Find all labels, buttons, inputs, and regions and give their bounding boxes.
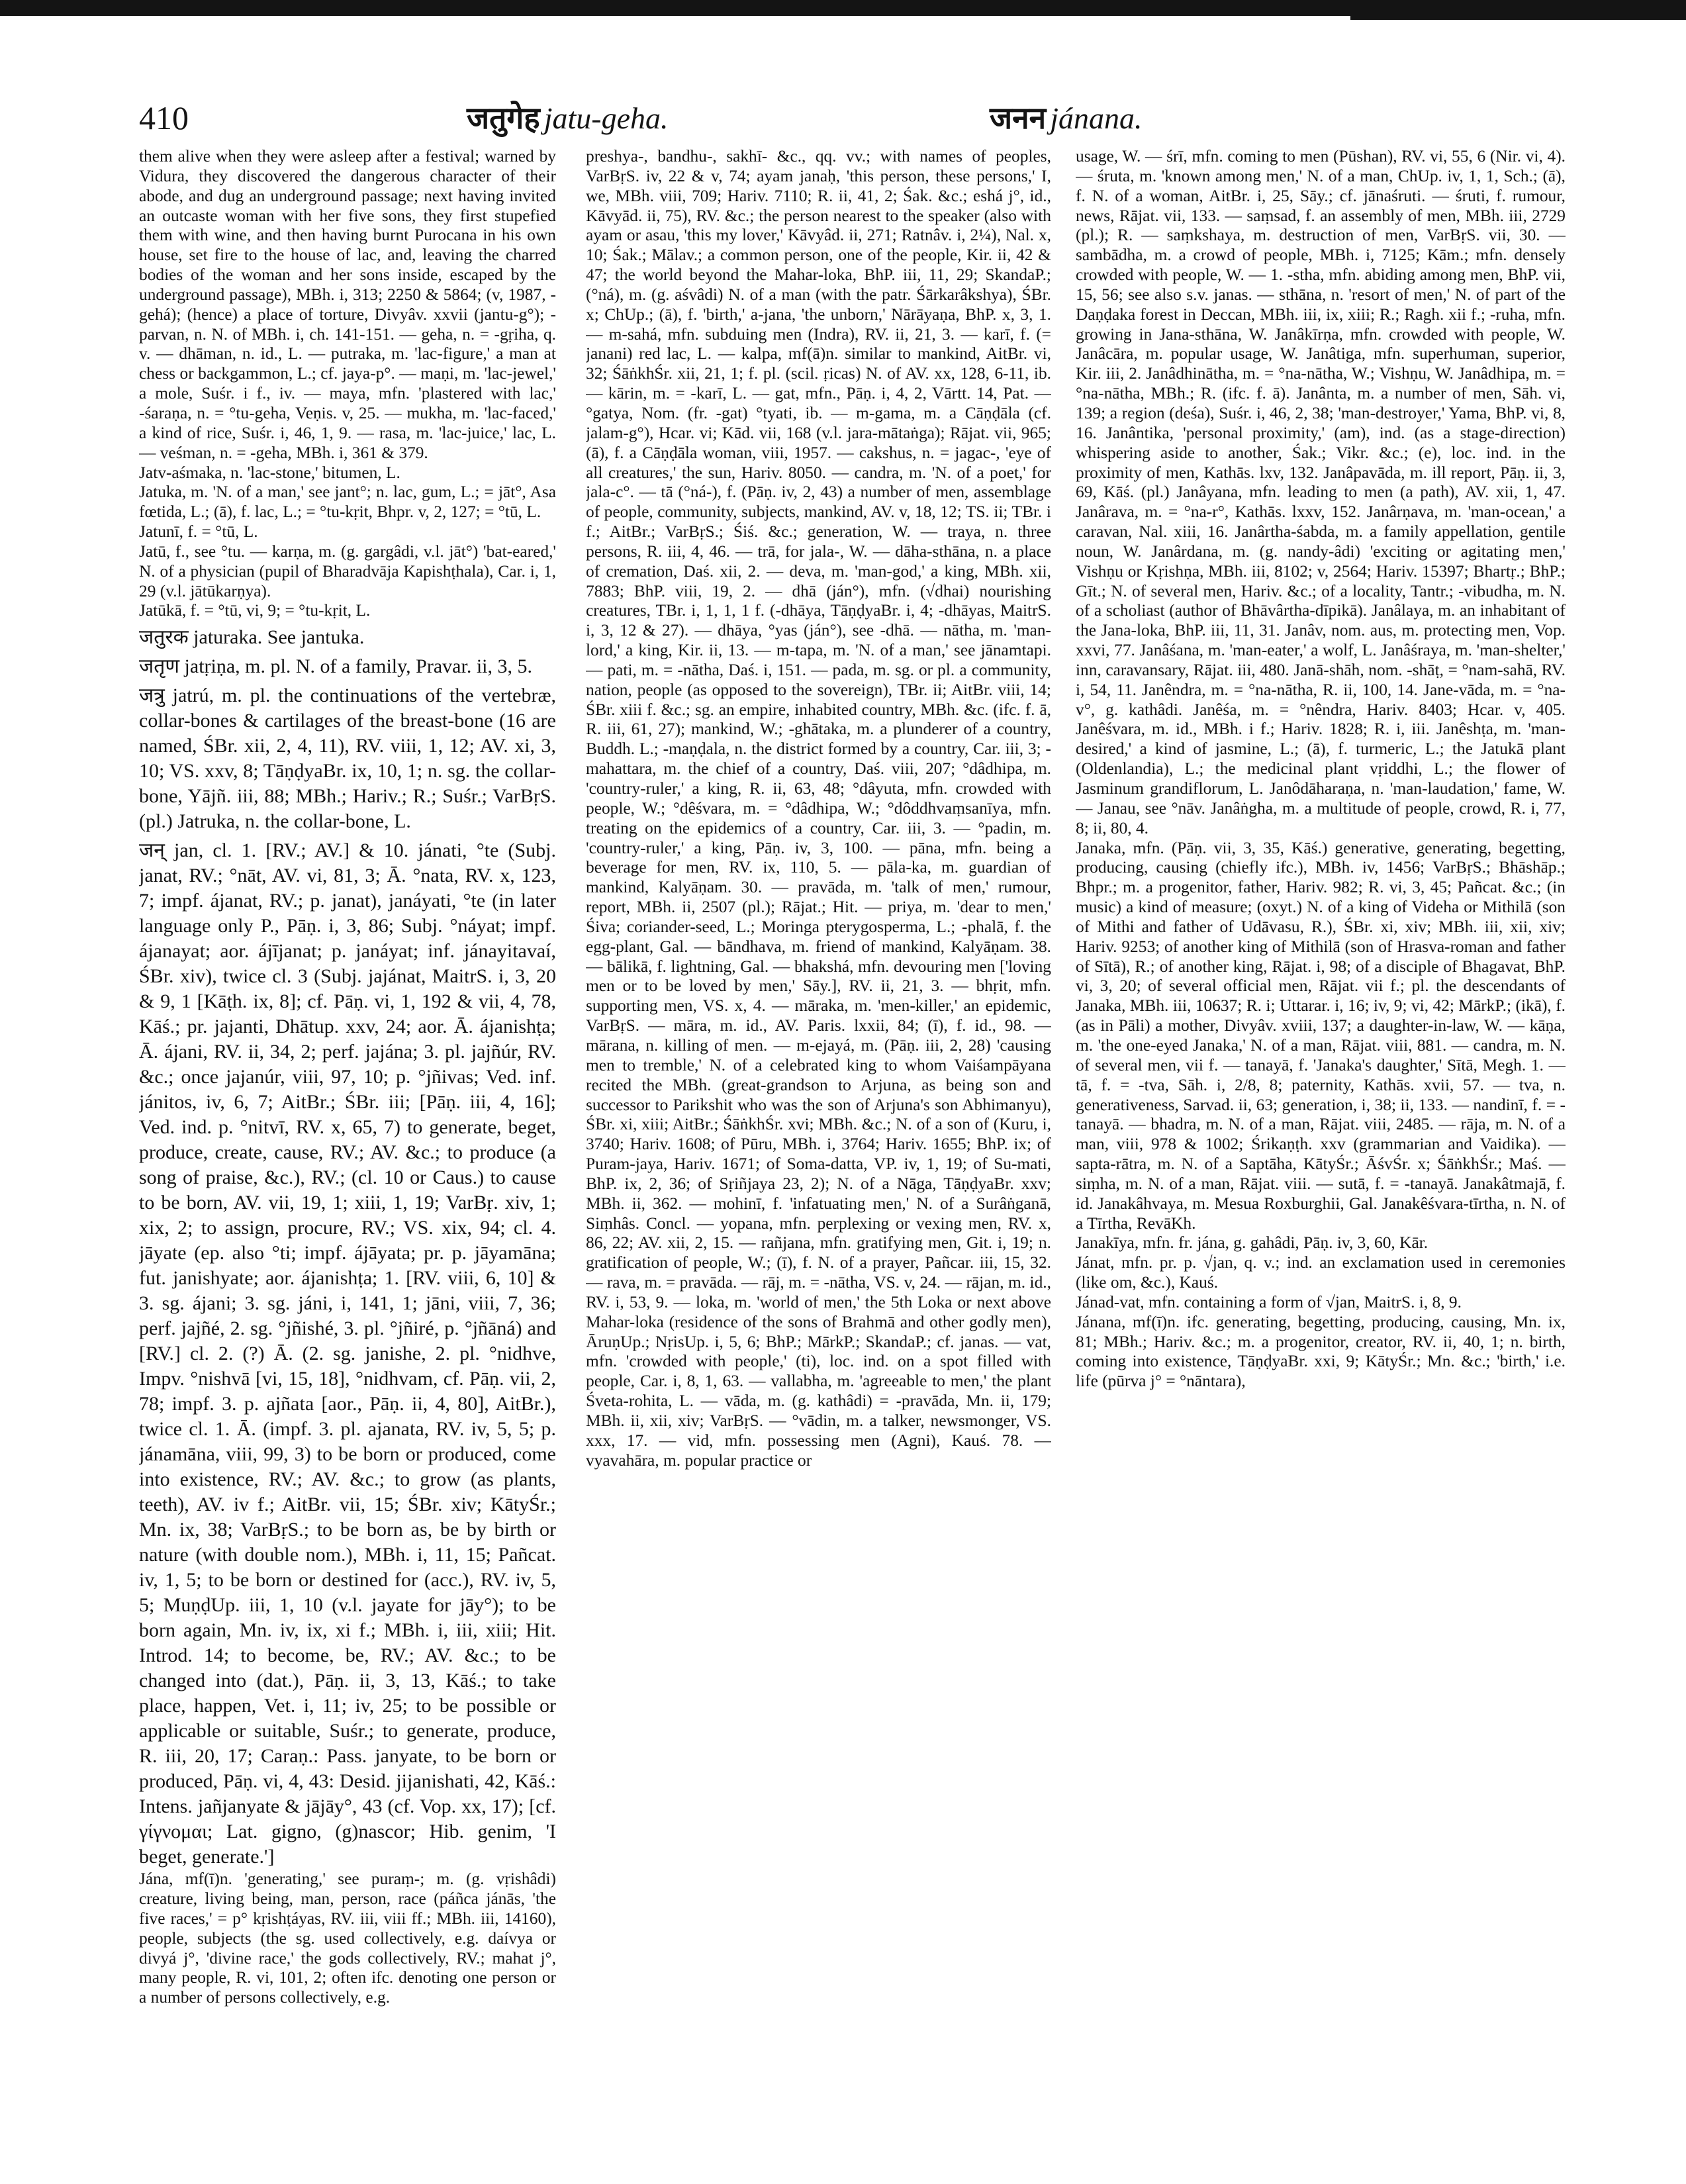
entry-paragraph: जतुरक jaturaka. See jantuka.: [139, 626, 365, 649]
entry-paragraph: Jatuka, m. 'N. of a man,' see jant°; n. lac, gum, L.; = jāt°, Asa fœtida, L.; (ā), f. lac, L.; = °tu-kṛit, Bhpr. v, 2, 127; = °tū, L.: [139, 483, 556, 522]
entry-paragraph: जतृण jatṛiṇa, m. pl. N. of a family, Pravar. ii, 3, 5.: [139, 655, 532, 678]
entry-paragraph: Janaka, mfn. (Pāṇ. vii, 3, 35, Kāś.) generative, generating, begetting, producing, causing (chiefly ifc.), MBh. iv, 1456; VarBṛS.; Bhāshāp.; Bhpr.; m. a progenitor, father, Hariv. 982; R. vi, 3, 45; Pañcat. &c.; (in music) a kind of measure; (oxyt.) N. of a king of Videha or Mithilā (son of Mithi and father of Udāvasu, R.), ŚBr. xi, xiv; MBh. iii, xii, xiv; Hariv. 9253; of another king of Mithilā (son of Hrasva-roman and father of Sītā), R.; of another king, Rājat. i, 98; of a disciple of Bhagavat, BhP. vi, 3, 20; of several official men, Rājat. vii f.; pl. the descendants of Janaka, MBh. iii, 10637; R. i; Uttarar. i, 16; iv, 9; vi, 42; MārkP.; (ikā), f. (as in Pāli) a mother, Divyâv. xviii, 137; a daughter-in-law, W. — kāṇa, m. 'the one-eyed Janaka,' N. of a man, Rājat. viii, 881. — candra, m. N. of several men, vii f. — tanayā, f. 'Janaka's daughter,' Sītā, Megh. 1. — tā, f. = -tva, Sāh. i, 2/8, 8; paternity, Kathās. xvii, 57. — tva, n. generativeness, Sarvad. ii, 63; generation, i, 38; ii, 133. — nandinī, f. = -tanayā. — bhadra, m. N. of a man, Rājat. viii, 2485. — rāja, m. N. of a man, viii, 978 & 1002; Śrikaṇṭh. xxv (grammarian and Vaidika). — sapta-rātra, m. N. of a Saptāha, KātyŚr.; ĀśvŚr. x; ŚāṅkhŚr.; Maś. — siṃha, m. N. of a man, Rājat. viii. — sutā, f. = -tanayā. Janakâtmajā, f. id. Janakâhvaya, m. Mesua Roxburghii, Gal. Janakêśvara-tīrtha, n. N. of a Tīrtha, RevāKh.: [1076, 838, 1566, 1233]
entry-paragraph: Jatv-aśmaka, n. 'lac-stone,' bitumen, L.: [139, 463, 400, 482]
right-running-headword: [990, 98, 1142, 138]
entry-paragraph: जत्रु jatrú, m. pl. the continuations of the vertebræ, collar-bones & cartilages of the breast-bone (16 are named, ŚBr. xii, 2, 4, 11), RV. viii, 1, 12; AV. xi, 3, 10; VS. xxv, 8; TāṇḍyaBr. ix, 10, 1; n. sg. the collar-bone, Yājñ. iii, 88; MBh.; Hariv.; R.; Suśr.; VarBṛS. (pl.) Jatruka, n. the collar-bone, L.: [139, 685, 556, 833]
text-column-middle: [586, 147, 1051, 2140]
entry-paragraph: जन् jan, cl. 1. [RV.; AV.] & 10. jánati, °te (Subj. janat, RV.; °nāt, AV. vi, 81, 3; Ā. °nata, RV. x, 123, 7; impf. ájanat, RV.; p. janat), janáyati, °te (in later language only P., Pāṇ. i, 3, 86; Subj. °náyat; impf. ájanayat; aor. ájījanat; p. janáyat; inf. jánayitavaí, ŚBr. xiv), twice cl. 3 (Subj. jajánat, MaitrS. i, 3, 20 & 9, 1 [Kāṭh. ix, 8]; cf. Pāṇ. vi, 1, 192 & vii, 4, 78, Kāś.; pr. jajanti, Dhātup. xxv, 24; aor. Ā. ájanishṭa; Ā. ájani, RV. ii, 34, 2; perf. jajána; 3. pl. jajñúr, RV. &c.; once jajanúr, viii, 97, 10; p. °jñivas; Ved. inf. jánitos, iv, 6, 7; AitBr.; ŚBr. iii; [Pāṇ. iii, 4, 16]; Ved. ind. p. °nitvī, RV. x, 65, 7) to generate, beget, produce, create, cause, RV.; AV. &c.; to produce (a song of praise, &c.), RV.; (cl. 10 or Caus.) to cause to be born, AV. vii, 19, 1; xiii, 1, 19; VarBṛ. xiv, 1; xix, 2; to assign, procure, RV.; VS. xix, 94; cl. 4. jāyate (ep. also °ti; impf. ájāyata; pr. p. jāyamāna; fut. janishyate; aor. ájanishṭa; 1. [RV. viii, 6, 10] & 3. sg. ájani; 3. sg. jáni, i, 141, 1; jāni, viii, 7, 36; perf. jajñé, 2. sg. °jñishé, 3. pl. °jñiré, p. °jñāná) and [RV.] cl. 2. (?) Ā. (2. sg. janishe, 2. pl. °nidhve, Impv. °nishvā [vi, 15, 18], °nidhvam, cf. Pāṇ. vii, 2, 78; impf. 3. p. ajñata [aor., Pāṇ. ii, 4, 80], AitBr.), twice cl. 1. Ā. (impf. 3. pl. ajanata, RV. iv, 5, 5; p. jánamāna, viii, 99, 3) to be born or produced, come into existence, RV.; AV. &c.; to grow (as plants, teeth), AV. iv f.; AitBr. vii, 15; ŚBr. xiv; KātyŚr.; Mn. ix, 38; VarBṛS.; to be born as, be by birth or nature (with double nom.), MBh. i, 11, 15; Pañcat. iv, 1, 5; to be born or destined for (acc.), RV. iv, 5, 5; MuṇḍUp. iii, 1, 10 (v.l. jayate for jāy°); to be born again, Mn. iv, ix, xi f.; MBh. i, iii, xiii; Hit. Introd. 14; to become, be, RV.; AV. &c.; to be changed into (dat.), Pāṇ. ii, 3, 13, Kāś.; to take place, happen, Vet. i, 11; iv, 25; to be possible or applicable or suitable, Suśr.; to generate, produce, R. iii, 20, 17; Caraṇ.: Pass. janyate, to be born or produced, Pāṇ. vi, 4, 43: Desid. jijanishati, 42, Kāś.: Intens. jañjanyate & jājāy°, 43 (cf. Vop. xx, 17); [cf. γίγνομαι; Lat. gigno, (g)nascor; Hib. genim, 'I beget, generate.']: [139, 839, 556, 1868]
page-number: 410: [139, 99, 189, 136]
right-headword-transliteration: jánana.: [1050, 101, 1143, 135]
entry-paragraph: them alive when they were asleep after a festival; warned by Vidura, they discovered the dangerous character of their abode, and dug an underground passage; next having invited an outcaste woman with her five sons, they first stupefied them with wine, and then having burnt Purocana in his own house, set fire to the house of lac, and, leaving the charred bodies of the woman and her sons inside, escaped by the underground passage), MBh. i, 313; 2250 & 5864; (v, 1987, -gehá); (hence) a place of torture, Divyâv. xxvii (jantu-g°); -parvan, n. N. of MBh. i, ch. 141-151. — geha, n. = -gṛiha, q. v. — dhāman, n. id., L. — putraka, m. 'lac-figure,' a man at chess or backgammon, L.; cf. jaya-p°. — maṇi, m. 'lac-jewel,' a mole, Suśr. i f., iv. — maya, mfn. 'plastered with lac,' -śaraṇa, n. = °tu-geha, Veṇis. v, 25. — mukha, m. 'lac-faced,' a kind of rice, Suśr. i, 46, 1, 9. — rasa, m. 'lac-juice,' lac, L. — veśman, n. = -geha, MBh. i, 361 & 379.: [139, 147, 556, 462]
entry-paragraph: preshya-, bandhu-, sakhī- &c., qq. vv.; with names of peoples, VarBṛS. iv, 22 & v, 74; ayam janaḥ, 'this person, these persons,' I, we, MBh. viii, 709; Hariv. 7110; R. ii, 41, 2; Śak. &c.; eshá j°, id., Kāvyād. ii, 75), RV. &c.; the person nearest to the speaker (also with ayam or asau, 'this my lover,' Kāvyâd. ii, 271; Ratnâv. i, 2¼), Nal. x, 10; Śak.; Mālav.; a common person, one of the people, Kir. ii, 42 & 47; the world beyond the Mahar-loka, BhP. iii, 11, 29; SkandaP.; (°ná), m. (g. aśvâdi) N. of a man (with the patr. Śārkarâkshya), ŚBr. x; ChUp.; (ā), f. 'birth,' a-jana, 'the unborn,' Nārāyaṇa, BhP. x, 3, 1. — m-sahá, mfn. subduing men (Indra), RV. ii, 21, 3. — karī, f. (= janani) red lac, L. — kalpa, mf(ā)n. similar to mankind, AitBr. vi, 32; ŚāṅkhŚr. xii, 21, 1; f. pl. (scil. ṛicas) N. of AV. xx, 128, 6-11, ib. — kārin, m. = -karī, L. — gat, mfn., Pāṇ. i, 4, 2, Vārtt. 14, Pat. — °gatya, Nom. (fr. -gat) °tyati, ib. — m-gama, m. a Cāṇḍāla (cf. jalam-g°), Hcar. vi; Kād. vii, 168 (v.l. jara-mātaṅga); Rājat. vii, 965; (ā), f. a Cāṇḍāla woman, viii, 1957. — cakshus, n. = jagac-, 'eye of all creatures,' the sun, Hariv. 8050. — candra, m. 'N. of a poet,' for jala-c°. — tā (°ná-), f. (Pāṇ. iv, 2, 43) a number of men, assemblage of people, community, subjects, mankind, AV. v, 18, 12; TS. ii; TBr. i f.; AitBr.; VarBṛS.; Śiś. &c.; generation, W. — traya, n. three persons, R. iii, 4, 46. — trā, for jala-, W. — dāha-sthāna, n. a place of cremation, Daś. xii, 2. — deva, m. 'man-god,' a king, MBh. xii, 7883; BhP. viii, 19, 2. — dhā (ján°), mfn. (√dhai) nourishing creatures, TBr. i, 1, 1, 1 f. (-dhāya, TāṇḍyaBr. i, 4; -dhāyas, MaitrS. i, 3, 12 & 27). — dhāya, °yas (ján°), see -dhā. — nātha, m. 'man-lord,' a king, Kir. ii, 13. — m-tapa, m. 'N. of a man,' see jānamtapi. — pati, m. = -nātha, Daś. i, 151. — pada, m. sg. or pl. a community, nation, people (as opposed to the sovereign), TBr. ii; AitBr. viii, 14; ŚBr. xiii f. &c.; sg. an empire, inhabited country, MBh. &c. (ifc. f. ā, R. iii, 61, 27); mankind, W.; -ghātaka, m. a plunderer of a country, Buddh. L.; -maṇḍala, n. the district formed by a country, Car. iii, 3; -mahattara, m. the chief of a country, Daś. viii, 207; °dâdhipa, m. 'country-ruler,' a king, R. ii, 63, 48; °dâyuta, mfn. crowded with people, W.; °dêśvara, m. = °dâdhipa, W.; °dôddhvaṃsanīya, mfn. treating on the epidemics of a country, Car. iii, 3. — °padin, m. 'country-ruler,' a king, Pāṇ. iv, 3, 100. — pāna, mfn. being a beverage for men, RV. ix, 110, 5. — pāla-ka, m. guardian of mankind, Kalyāṇam. 30. — pravāda, m. 'talk of men,' rumour, report, MBh. ii, 2507 (pl.); Rājat.; Hit. — priya, m. 'dear to men,' Śiva; coriander-seed, L.; Moringa pterygosperma, L.; -phalā, f. the egg-plant, Gal. — bāndhava, m. friend of mankind, Kalyāṇam. 38. — bālikā, f. lightning, Gal. — bhakshá, mfn. devouring men ['loving men or to be loved by men,' Sāy.], RV. ii, 21, 3. — bhṛit, mfn. supporting men, VS. x, 4. — māraka, m. 'men-killer,' an epidemic, VarBṛS. — māra, m. id., AV. Paris. lxxii, 84; (ī), f. id., 98. — mārana, n. killing of men. — m-ejayá, m. (Pāṇ. iii, 2, 28) 'causing men to tremble,' N. of a celebrated king to whom Vaiśampāyana recited the MBh. (great-grandson to Arjuna, as being son and successor to Parikshit who was the son of Arjuna's son Abhimanyu), ŚBr. xi, xiii; AitBr.; ŚāṅkhŚr. xvi; MBh. &c.; N. of a son of (Kuru, i, 3740; Hariv. 1608; of Pūru, MBh. i, 3764; Hariv. 1655; BhP. ix; of Puram-jaya, Hariv. 1671; of Soma-datta, VP. iv, 1, 19; of Su-mati, BhP. ix, 2, 36; of Sṛiñjaya 23, 2); N. of a Nāga, TāṇḍyaBr. xxv; MBh. ii, 362. — mohinī, f. 'infatuating men,' N. of a Surâṅganā, Siṃhâs. Concl. — yopana, mfn. perplexing or vexing men, RV. x, 86, 22; AV. xii, 2, 15. — rañjana, mfn. gratifying men, Git. i, 19; n. gratification of people, W.; (ī), f. N. of a prayer, Pañcar. iii, 15, 32. — rava, m. = pravāda. — rāj, m. = -nātha, VS. v, 24. — rājan, m. id., RV. i, 53, 9. — loka, m. 'world of men,' the 5th Loka or next above Mahar-loka (residence of the sons of Brahmā and other godly men), ĀruṇUp.; NṛisUp. i, 5, 6; BhP.; MārkP.; SkandaP.; cf. janas. — vat, mfn. 'crowded with people,' (ti), loc. ind. on a spot filled with people, Car. i, 8, 1, 63. — vallabha, m. 'agreeable to men,' the plant Śveta-rohita, L. — vāda, m. (g. kathâdi) = -pravāda, Mn. ii, 179; MBh. ii, xii, xiv; VarBṛS. — °vādin, m. a talker, newsmonger, VS. xxx, 17. — vid, mfn. possessing men (Agni), Kauś. 78. — vyavahāra, m. popular practice or: [586, 147, 1051, 1470]
page-header: [139, 98, 1562, 144]
left-headword-transliteration: jatu-geha.: [543, 101, 669, 135]
entry-paragraph: Jána, mf(ī)n. 'generating,' see puraṃ-; m. (g. vṛishâdi) creature, living being, man, person, race (páñca jánās, 'the five races,' = p° kṛishṭáyas, RV. iii, viii ff.; MBh. iii, 14160), people, subjects (the sg. used collectively, e.g. daívya or divyá j°, 'divine race,' the gods collectively, RV.; mahat j°, many people, R. vi, 101, 2; often ifc. denoting one person or a number of persons collectively, e.g.: [139, 1870, 556, 2007]
entry-paragraph: usage, W. — śrī, mfn. coming to men (Pūshan), RV. vi, 55, 6 (Nir. vi, 4). — śruta, m. 'known among men,' N. of a man, ChUp. iv, 1, 1, Sch.; (ā), f. N. of a woman, AitBr. i, 25, Sāy.; cf. jānaśruti. — śruti, f. rumour, news, Rājat. vii, 133. — saṃsad, f. an assembly of men, MBh. iii, 2729 (pl.); R. — saṃkshaya, m. destruction of men, VarBṛS. vii, 30. — sambādha, m. a crowd of people, MBh. i, 7125; Kām.; mfn. densely crowded with people, W. — 1. -stha, mfn. abiding among men, BhP. vii, 15, 56; see also s.v. janas. — sthāna, n. 'resort of men,' N. of part of the Daṇḍaka forest in Deccan, MBh. iii, ix, xiii; R.; Ragh. xii f.; -ruha, mfn. growing in Jana-sthāna, W. Janâkīrṇa, mfn. crowded with people, W. Janâcāra, m. popular usage, W. Janâtiga, mfn. superhuman, superior, Kir. iii, 2. Janâdhinātha, m. = °na-nātha, W.; Vishṇu, W. Janâdhipa, m. = °na-nātha, MBh.; R. (ifc. f. ā). Janânta, m. a number of men, Sāh. vi, 139; a region (deśa), Suśr. i, 46, 2, 38; 'man-destroyer,' Yama, BhP. vi, 8, 16. Janântika, 'personal proximity,' (am), ind. (as a stage-direction) whispering aside to another, Śak.; Vikr. &c.; (e), loc. ind. in the proximity of men, Kathās. lxv, 132. Janâpavāda, m. ill report, Pāṇ. ii, 3, 69, Kāś. (pl.) Janâyana, mfn. leading to men (a path), AV. xii, 1, 47. Janârava, m. = °na-r°, Kathās. lxxv, 152. Janârṇava, m. 'man-ocean,' a caravan, Nal. xiii, 16. Janârtha-śabda, m. a family appellation, gentile noun, W. Janârdana, m. (g. nandy-âdi) 'exciting or agitating men,' Vishṇu or Kṛishṇa, MBh. iii, 8102; v, 2564; Hariv. 15397; Bhartṛ.; BhP.; Gīt.; N. of several men, Hariv. &c.; of a locality, Tantr.; -vibudha, m. N. of a scholiast (author of Bhāvârtha-dīpikā). Janâlaya, m. an inhabitant of the Jana-loka, BhP. iii, 11, 31. Janâv, nom. aus, m. protecting men, Vop. xxvi, 77. Janâśana, m. 'man-eater,' a wolf, L. Janâśraya, m. 'man-shelter,' inn, caravansary, Rājat. iii, 480. Janā-shāh, nom. -shāṭ, = °nam-sahā, RV. i, 54, 11. Janêndra, m. = °na-nātha, R. ii, 100, 14. Jane-vāda, m. = °na-v°, g. kathâdi. Janêśa, m. = °nêndra, Hariv. 8403; Hcar. v, 405. Janêśvara, m. id., MBh. i f.; Hariv. 1828; R. i, iii. Janêshṭa, m. 'man-desired,' a kind of jasmine, L.; (ā), f. turmeric, L.; the Jatukā plant (Oldenlandia), L.; the medicinal plant vṛiddhi, L.; the flower of Jasminum grandiflorum, L. Janôdāharaṇa, n. 'man-laudation,' fame, W. — Janau, see °nāv. Janâṅgha, m. a multitude of people, crowd, R. i, 77, 8; ii, 80, 4.: [1076, 147, 1566, 837]
entry-paragraph: Jánana, mf(ī)n. ifc. generating, begetting, producing, causing, Mn. ix, 81; MBh.; Hariv. &c.; m. a progenitor, creator, RV. ii, 40, 1; n. birth, coming into existence, TāṇḍyaBr. xxi, 9; KātyŚr.; Mn. &c.; 'birth,' i.e. life (pūrva j° = °nāntara),: [1076, 1312, 1566, 1391]
text-column-right: [1076, 147, 1566, 2140]
entry-paragraph: Jatū, f., see °tu. — karṇa, m. (g. gargâdi, v.l. jāt°) 'bat-eared,' N. of a physician (pupil of Bharadvāja Kapishṭhala), Car. i, 1, 29 (v.l. jātūkarṇya).: [139, 542, 556, 600]
entry-paragraph: Jánad-vat, mfn. containing a form of √jan, MaitrS. i, 8, 9.: [1076, 1292, 1462, 1311]
entry-paragraph: Jatunī, f. = °tū, L.: [139, 522, 258, 542]
left-headword-devanagari: जतुगेह: [467, 100, 540, 136]
scan-edge-bar: [1350, 16, 1686, 20]
entry-paragraph: Jatūkā, f. = °tū, vi, 9; = °tu-kṛit, L.: [139, 601, 371, 620]
entry-paragraph: Janakīya, mfn. fr. jána, g. gahâdi, Pāṇ. iv, 3, 60, Kār.: [1076, 1233, 1428, 1253]
left-running-headword: [467, 98, 668, 138]
entry-paragraph: Jánat, mfn. pr. p. √jan, q. v.; ind. an exclamation used in ceremonies (like om, &c.), Kauś.: [1076, 1253, 1566, 1292]
text-column-left: [139, 147, 556, 2140]
scan-edge-bar: [0, 0, 1686, 16]
right-headword-devanagari: जनन: [990, 100, 1047, 136]
